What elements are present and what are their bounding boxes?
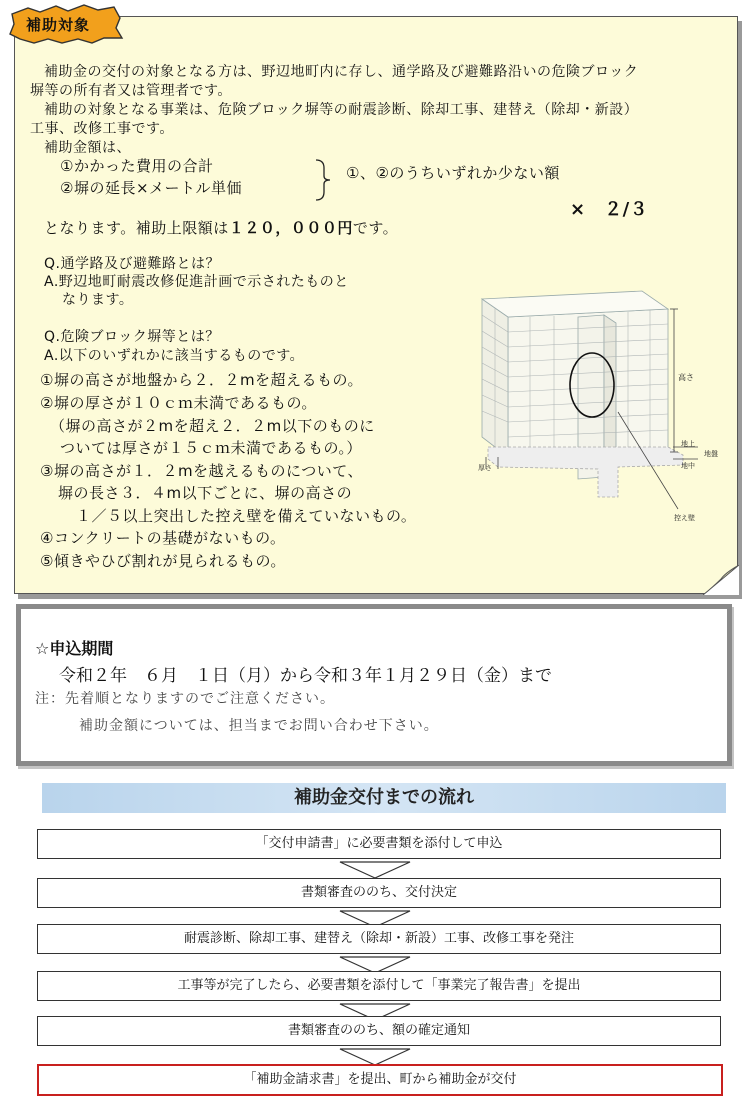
- amount-multiplier: × ２/３: [570, 199, 649, 220]
- qa2-question: Q.危険ブロック塀等とは？: [44, 329, 220, 345]
- para1-line1: 補助金の交付の対象となる方は、野辺地町内に存し、通学路及び避難路沿いの危険ブロック: [44, 64, 639, 80]
- flow-arrow-1: [0, 860, 749, 880]
- flow-step-5: 書類審査ののち、額の確定通知: [37, 1016, 721, 1046]
- application-period-panel: [16, 604, 732, 766]
- figure-label-ground: 地盤: [704, 450, 718, 458]
- criterion-3: ③塀の高さが１．２mを越えるものについて、: [40, 462, 363, 480]
- criterion-1: ①塀の高さが地盤から２．２mを超えるもの。: [40, 371, 363, 389]
- limit-value: １２０，０００円: [228, 219, 353, 237]
- period-dates: 令和２年 ６月 １日（月）から令和３年１月２９日（金）まで: [59, 666, 552, 686]
- para2-line2: 工事、改修工事です。: [30, 121, 174, 137]
- criterion-3-line3: １／５以上突出した控え壁を備えていないもの。: [76, 507, 417, 525]
- amount-item-2: ②塀の延長×メートル単価: [60, 179, 243, 197]
- flow-title-bar: [42, 783, 726, 813]
- para1-line2: 塀等の所有者又は管理者です。: [30, 83, 232, 99]
- target-badge-label: 補助対象: [26, 16, 91, 34]
- criterion-2: ②塀の厚さが１０ｃｍ未満であるもの。: [40, 394, 317, 412]
- amount-item-1: ①かかった費用の合計: [60, 157, 214, 175]
- figure-label-buttress: 控え壁: [674, 514, 695, 522]
- limit-prefix: となります。補助上限額は: [44, 219, 229, 237]
- para2-line1: 補助の対象となる事業は、危険ブロック塀等の耐震診断、除却工事、建替え（除却・新設）: [44, 102, 639, 118]
- criterion-5: ⑤傾きやひび割れが見られるもの。: [40, 552, 286, 570]
- period-heading: ☆申込期間: [35, 639, 114, 658]
- figure-label-height: 高さ: [678, 373, 694, 382]
- figure-label-above-ground: 地上: [681, 440, 695, 448]
- qa1-answer-line2: なります。: [62, 292, 134, 308]
- qa1-question: Q.通学路及び避難路とは？: [44, 256, 220, 272]
- block-wall-illustration: [478, 287, 734, 527]
- criterion-2-sub-line1: （塀の高さが２mを超え２．２m以下のものに: [50, 417, 375, 435]
- flow-step-6-final: 「補助金請求書」を提出、町から補助金が交付: [37, 1064, 723, 1096]
- amount-choice: ①、②のうちいずれか少ない額: [346, 164, 560, 182]
- limit-line: [44, 218, 398, 238]
- qa2-answer: A.以下のいずれかに該当するものです。: [44, 348, 305, 364]
- flow-step-4: 工事等が完了したら、必要書類を添付して「事業完了報告書」を提出: [37, 971, 721, 1001]
- limit-suffix: です。: [352, 219, 399, 237]
- criterion-2-sub-line2: ついては厚さが１５ｃｍ未満であるもの。）: [60, 439, 362, 457]
- flow-step-3: 耐震診断、除却工事、建替え（除却・新設）工事、改修工事を発注: [37, 924, 721, 954]
- flow-title: 補助金交付までの流れ: [294, 787, 474, 808]
- flow-step-2: 書類審査ののち、交付決定: [37, 878, 721, 908]
- figure-label-thickness: 厚さ: [478, 464, 492, 472]
- figure-label-below-ground: 地中: [681, 462, 695, 470]
- qa1-answer-line1: A.野辺地町耐震改修促進計画で示されたものと: [44, 274, 349, 290]
- period-note-1: 注：先着順となりますのでご注意ください。: [35, 691, 335, 707]
- amount-intro: 補助金額は、: [44, 140, 131, 156]
- criterion-4: ④コンクリートの基礎がないもの。: [40, 529, 286, 547]
- flow-step-1: 「交付申請書」に必要書類を添付して申込: [37, 829, 721, 859]
- criterion-3-line2: 塀の長さ３．４m以下ごとに、塀の高さの: [58, 484, 353, 502]
- page-curl-decoration: [703, 565, 739, 595]
- period-note-2: 補助金額については、担当までお問い合わせ下さい。: [79, 718, 439, 734]
- brace-symbol: [314, 158, 334, 202]
